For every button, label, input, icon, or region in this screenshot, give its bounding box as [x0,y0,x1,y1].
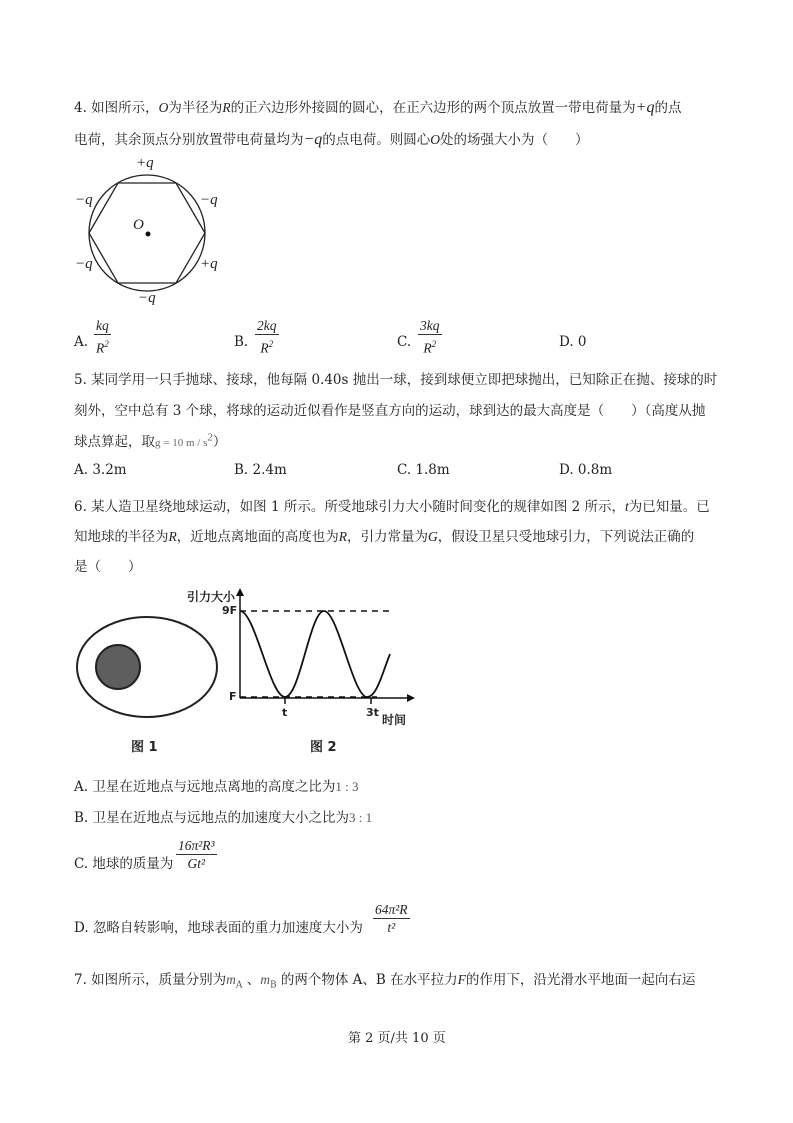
denominator: Gt² [187,856,206,871]
fig2-t: t [282,706,288,719]
option-B-fraction [255,318,279,358]
denominator: t² [387,920,396,935]
earth-disc [96,645,140,689]
text: 的作用下，沿光滑水平地面一起向右运 [465,972,696,988]
numerator: 3kq [420,318,440,333]
text: ，引力常量为 [347,529,428,545]
var-O: O [158,100,169,115]
label-upper-right: −q [200,192,218,208]
fig2-caption: 图 2 [310,740,337,755]
option-A-fraction [94,318,111,358]
x-axis-arrow [407,694,415,702]
text: 6. 某人造卫星绕地球运动，如图 1 所示。所受地球引力大小随时间变化的规律如图 2 所示， [74,499,626,515]
q6-line3: 是（ ） [74,559,142,575]
option-A-label: A. [74,334,89,350]
text: 的点电荷。则圆心 [322,132,431,148]
q5-option-D: D. 0.8m [559,462,613,478]
denominator: $R^2$ [423,339,437,356]
q6-line2 [74,525,694,545]
q5-option-C: C. 1.8m [397,462,450,478]
center-dot [146,232,151,237]
var-m: m [226,972,236,987]
q5-option-B: B. 2.4m [234,462,287,478]
fig2-F: F [229,690,237,703]
q5-option-A: A. 3.2m [74,462,127,478]
orbit-figure [74,610,224,722]
exponent: 2 [207,431,213,444]
text: ，近地点离地面的高度也为 [176,529,339,545]
text: 、 [242,972,261,988]
label-lower-right: +q [200,256,218,272]
denominator: $R^2$ [260,339,274,356]
hexagon-figure [60,150,240,310]
text: ，假设卫星只受地球引力，下列说法正确的 [437,529,695,545]
var-R: R [338,529,347,544]
q6-option-C-text: C. 地球的质量为 [74,856,174,872]
fig2-xlabel: 时间 [382,713,407,727]
text: B. 卫星在近地点与远地点的加速度大小之比为 [74,810,350,826]
option-C-label: C. [397,334,412,350]
page-footer: 第 2 页/共 10 页 [348,1031,446,1046]
label-bottom: −q [138,290,156,306]
force-time-graph [225,586,425,726]
text: 4. 如图所示， [74,100,159,116]
var-G: G [428,529,438,544]
var-minus-q: −q [303,131,323,148]
q6-option-C-fraction [176,838,217,873]
fig2-9F: 9F [222,604,238,617]
q5-line3 [74,430,226,450]
denominator: $R^2$ [96,339,109,356]
text: 的点 [654,100,682,116]
text: 球点算起，取 [74,434,155,450]
fig2-3t: 3t [366,706,379,719]
q6-option-B [74,806,372,826]
option-B-label: B. [234,334,249,350]
q4-line1 [74,96,681,117]
var-O: O [430,132,441,147]
label-lower-left: −q [75,256,93,272]
text: 的两个物体 A、B 在水平拉力 [276,972,458,988]
text: 为半径为 [168,100,223,116]
text: 的正六边形外接圆的圆心，在正六边形的两个顶点放置一带电荷量为 [230,100,636,116]
label-center-O: O [133,217,144,233]
ratio: 3 : 1 [349,810,373,825]
var-m: m [260,972,270,987]
text: 为已知量。已 [628,499,710,515]
var-F: F [457,972,466,987]
subscript-B: B [269,980,277,991]
q6-option-A [74,775,358,795]
fig2-ylabel: 引力大小 [187,590,236,604]
text: 处的场强大小为（ ） [440,132,589,148]
fig1-caption: 图 1 [131,740,158,755]
ratio: 1 : 3 [335,779,359,794]
var-plus-q: +q [635,99,655,116]
option-C-fraction [418,318,442,358]
option-D: D. 0 [559,334,587,350]
text: A. 卫星在近地点与远地点离地的高度之比为 [74,779,336,795]
text: ） [212,434,227,450]
var-R: R [168,529,177,544]
q6-option-D-fraction [373,902,410,937]
gravity-value: g = 10 m / s [155,437,208,449]
text: 知地球的半径为 [74,529,169,545]
text: 电荷，其余顶点分别放置带电荷量均为 [74,132,304,148]
numerator: 64π²R [375,902,408,917]
q5-line2: 刻外，空中总有 3 个球，将球的运动近似看作是竖直方向的运动，球到达的最大高度是（ ）（高度从抛 [74,403,706,419]
q4-line2 [74,128,589,149]
q6-option-D-text: D. 忽略自转影响，地球表面的重力加速度大小为 [74,920,363,936]
var-R: R [222,100,231,115]
var-t: t [625,499,629,514]
q7-line1 [74,968,695,991]
subscript-A: A [235,980,243,991]
numerator: 2kq [257,318,277,333]
text: 7. 如图所示，质量分别为 [74,972,227,988]
force-curve [240,611,390,697]
y-axis-arrow [236,588,244,596]
numerator: 16π²R³ [178,838,215,853]
label-upper-left: −q [75,192,93,208]
q5-line1: 5. 某同学用一只手抛球、接球，他每隔 0.40s 抛出一球，接到球便立即把球抛出，已知除正在抛、接球的时 [74,372,718,388]
label-top: +q [136,155,154,171]
numerator: kq [96,318,109,333]
q6-line1 [74,495,710,515]
